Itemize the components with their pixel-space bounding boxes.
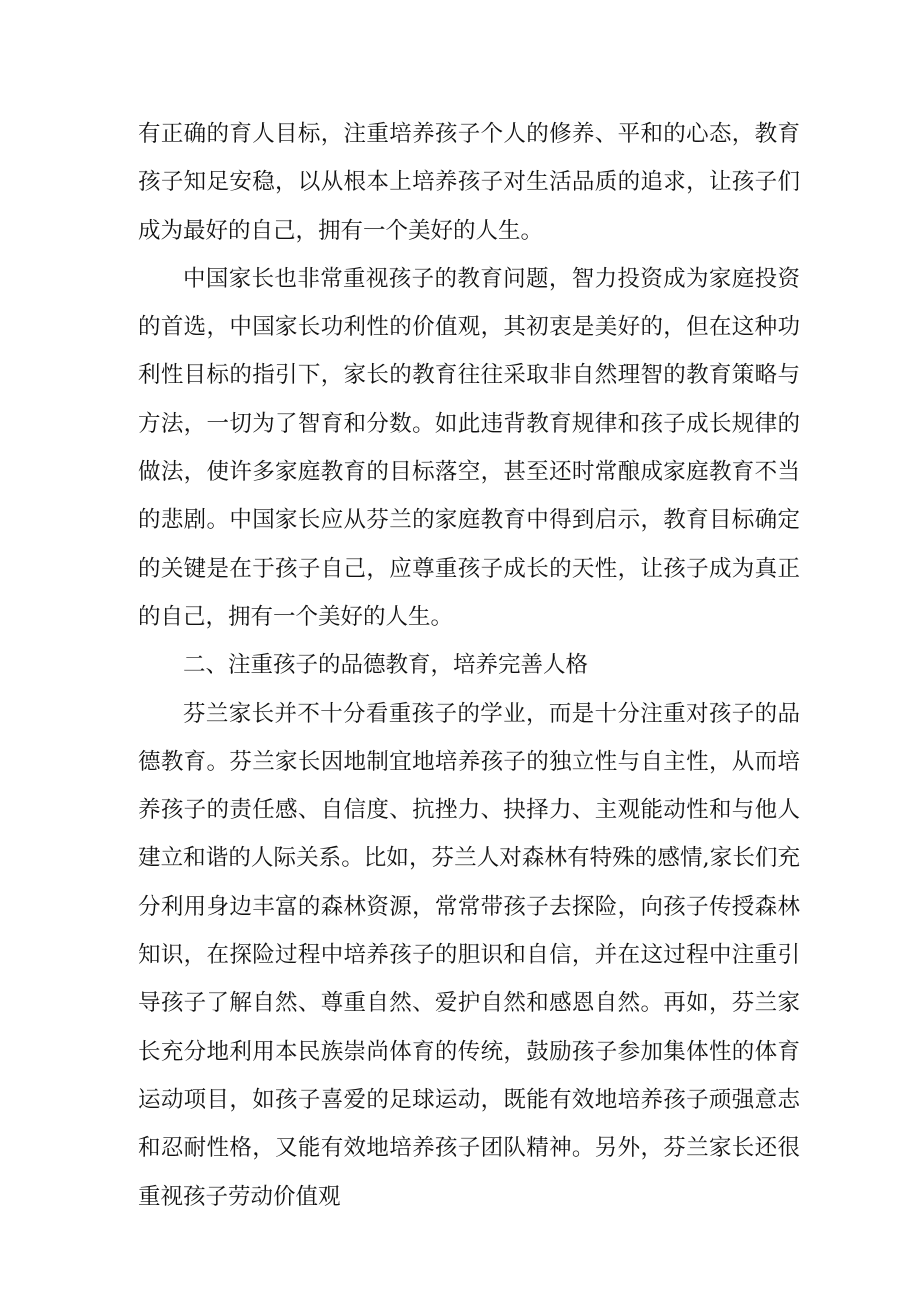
body-text (138, 110, 800, 1221)
paragraph-continuation: 有正确的育人目标，注重培养孩子个人的修养、平和的心态，教育孩子知足安稳，以从根本上培养孩子对生活品质的追求，让孩子们成为最好的自己，拥有一个美好的人生。 (138, 121, 800, 244)
section-heading: 二、注重孩子的品德教育，培养完善人格 (183, 652, 589, 679)
paragraph-moral-education: 芬兰家长并不十分看重孩子的学业，而是十分注重对孩子的品德教育。芬兰家长因地制宜地培养孩子的独立性与自主性，从而培养孩子的责任感、自信度、抗挫力、抉择力、主观能动性和与他人建立和谐的人际关系。比如，芬兰人对森林有特殊的感情,家长们充分利用身边丰富的森林资源，常常带孩子去探险，向孩子传授森林知识，在探险过程中培养孩子的胆识和自信，并在这过程中注重引导孩子了解自然、尊重自然、爱护自然和感恩自然。再如，芬兰家长充分地利用本民族崇尚体育的传统，鼓励孩子参加集体性的体育运动项目，如孩子喜爱的足球运动，既能有效地培养孩子顽强意志和忍耐性格，又能有效地培养孩子团队精神。另外，芬兰家长还很重视孩子劳动价值观 (138, 700, 800, 1210)
paragraph-chinese-parents: 中国家长也非常重视孩子的教育问题，智力投资成为家庭投资的首选，中国家长功利性的价值观，其初衷是美好的，但在这种功利性目标的指引下，家长的教育往往采取非自然理智的教育策略与方法，一切为了智育和分数。如此违背教育规律和孩子成长规律的做法，使许多家庭教育的目标落空，甚至还时常酿成家庭教育不当的悲剧。中国家长应从芬兰的家庭教育中得到启示，教育目标确定的关键是在于孩子自己，应尊重孩子成长的天性，让孩子成为真正的自己，拥有一个美好的人生。 (138, 265, 800, 630)
